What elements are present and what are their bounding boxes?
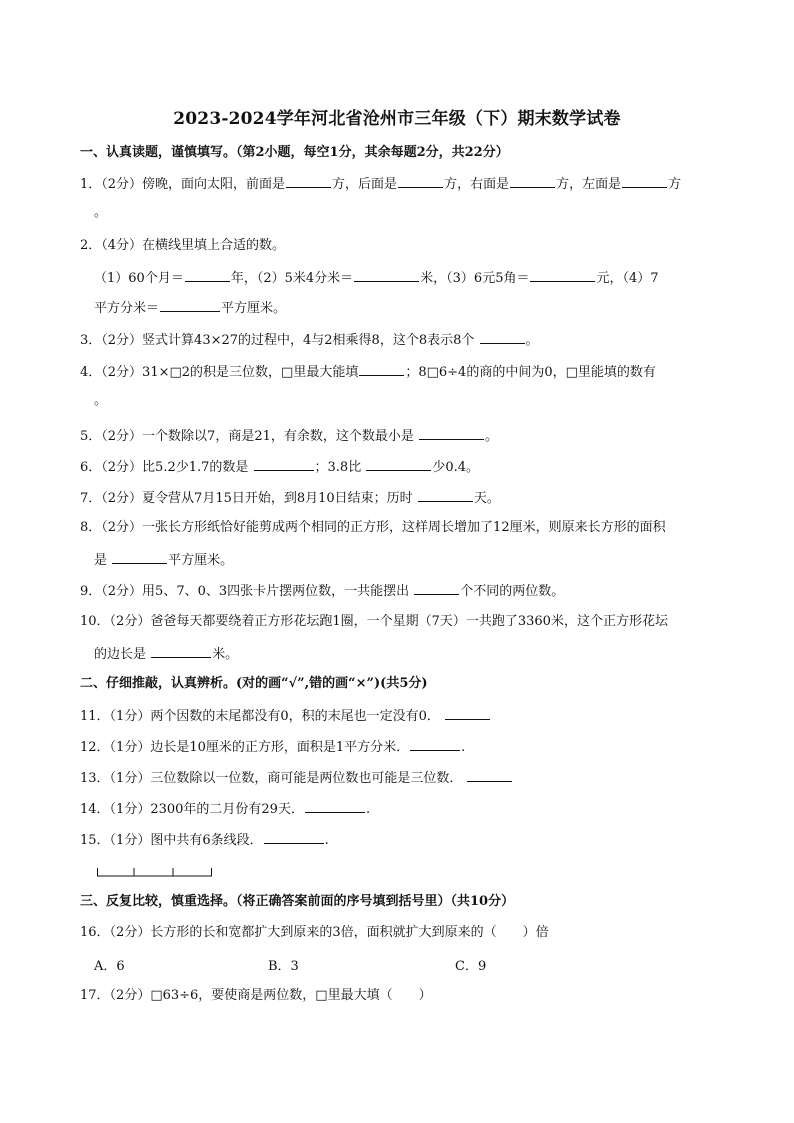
question-5: 5．（2分）一个数除以7，商是21，有余数，这个数最小是 。 (80, 426, 498, 446)
answer-blank[interactable] (414, 581, 459, 595)
answer-blank[interactable] (112, 550, 167, 564)
question-10-cont: 的边长是 米。 (94, 644, 238, 664)
answer-blank[interactable] (467, 768, 512, 782)
answer-blank[interactable] (305, 799, 365, 813)
section-1-heading: 一、认真读题，谨慎填写。（第2小题，每空1分，其余每题2分，共22分） (80, 145, 509, 160)
question-6: 6．（2分）比5.2少1.7的数是 ；3.8比 少0.4。 (80, 457, 479, 477)
section-2-heading: 二、仔细推敲，认真辨析。(对的画“√”,错的画“×”)(共5分) (80, 676, 428, 691)
answer-blank[interactable] (622, 174, 667, 188)
answer-blank[interactable] (445, 706, 490, 720)
question-13: 13．（1分）三位数除以一位数，商可能是两位数也可能是三位数． (80, 768, 513, 788)
option-b[interactable]: B．3 (268, 959, 299, 974)
answer-blank[interactable] (359, 362, 404, 376)
answer-blank[interactable] (286, 174, 331, 188)
section-3-heading: 三、反复比较，慎重选择。（将正确答案前面的序号填到括号里）（共10分） (80, 894, 515, 909)
line-segment-figure (96, 862, 214, 878)
answer-blank[interactable] (410, 737, 460, 751)
answer-blank[interactable] (185, 268, 230, 282)
question-4-cont: 。 (94, 393, 108, 408)
question-3: 3．（2分）竖式计算43×27的过程中，4与2相乘得8，这个8表示8个 。 (80, 330, 539, 350)
answer-blank[interactable] (398, 174, 443, 188)
option-c[interactable]: C．9 (455, 959, 487, 974)
question-10: 10．（2分）爸爸每天都要绕着正方形花坛跑1圈，一个星期（7天）一共跑了3360米，这个正方形花坛 (80, 614, 668, 629)
question-14: 14．（1分）2300年的二月份有29天． . (80, 799, 370, 819)
question-12: 12．（1分）边长是10厘米的正方形，面积是1平方分米． . (80, 737, 465, 757)
answer-blank[interactable] (419, 426, 484, 440)
question-8: 8．（2分）一张长方形纸恰好能剪成两个相同的正方形，这样周长增加了12厘米，则原来长方形的面积 (80, 520, 666, 535)
question-4: 4．（2分）31×□2的积是三位数，□里最大能填 ；8□6÷4的商的中间为0，□里能填的数有 (80, 362, 656, 382)
option-a[interactable]: A．6 (94, 959, 125, 974)
answer-blank[interactable] (530, 268, 595, 282)
answer-blank[interactable] (480, 330, 525, 344)
question-11: 11．（1分）两个因数的末尾都没有0，积的末尾也一定没有0． (80, 706, 491, 726)
answer-blank[interactable] (354, 268, 419, 282)
answer-blank[interactable] (151, 644, 211, 658)
question-8-cont: 是 平方厘米。 (94, 550, 233, 570)
question-7: 7．（2分）夏令营从7月15日开始，到8月10日结束；历时 天。 (80, 488, 500, 508)
answer-blank[interactable] (418, 488, 473, 502)
question-1-cont: 。 (94, 205, 108, 220)
answer-blank[interactable] (366, 457, 431, 471)
question-9: 9．（2分）用5、7、0、3四张卡片摆两位数，一共能摆出 个不同的两位数。 (80, 581, 564, 601)
question-16: 16．（2分）长方形的长和宽都扩大到原来的3倍，面积就扩大到原来的（ ）倍 (80, 925, 549, 940)
answer-blank[interactable] (254, 457, 314, 471)
answer-blank[interactable] (510, 174, 555, 188)
question-2-line2: （1）60个月＝ 年，（2）5米4分米＝ 米，（3）6元5角＝ 元，（4）7 (94, 268, 659, 288)
answer-blank[interactable] (264, 830, 324, 844)
question-1: 1．（2分）傍晚，面向太阳，前面是 方，后面是 方，右面是 方，左面是 方 (80, 174, 681, 194)
question-17: 17．（2分）□63÷6，要使商是两位数，□里最大填（ ） (80, 988, 432, 1003)
question-2-line3: 平方分米＝ 平方厘米。 (94, 298, 286, 318)
page-title: 2023-2024学年河北省沧州市三年级（下）期末数学试卷 (173, 109, 621, 129)
question-15: 15．（1分）图中共有6条线段． . (80, 830, 329, 850)
answer-blank[interactable] (160, 298, 220, 312)
question-2: 2．（4分）在横线里填上合适的数。 (80, 238, 286, 253)
